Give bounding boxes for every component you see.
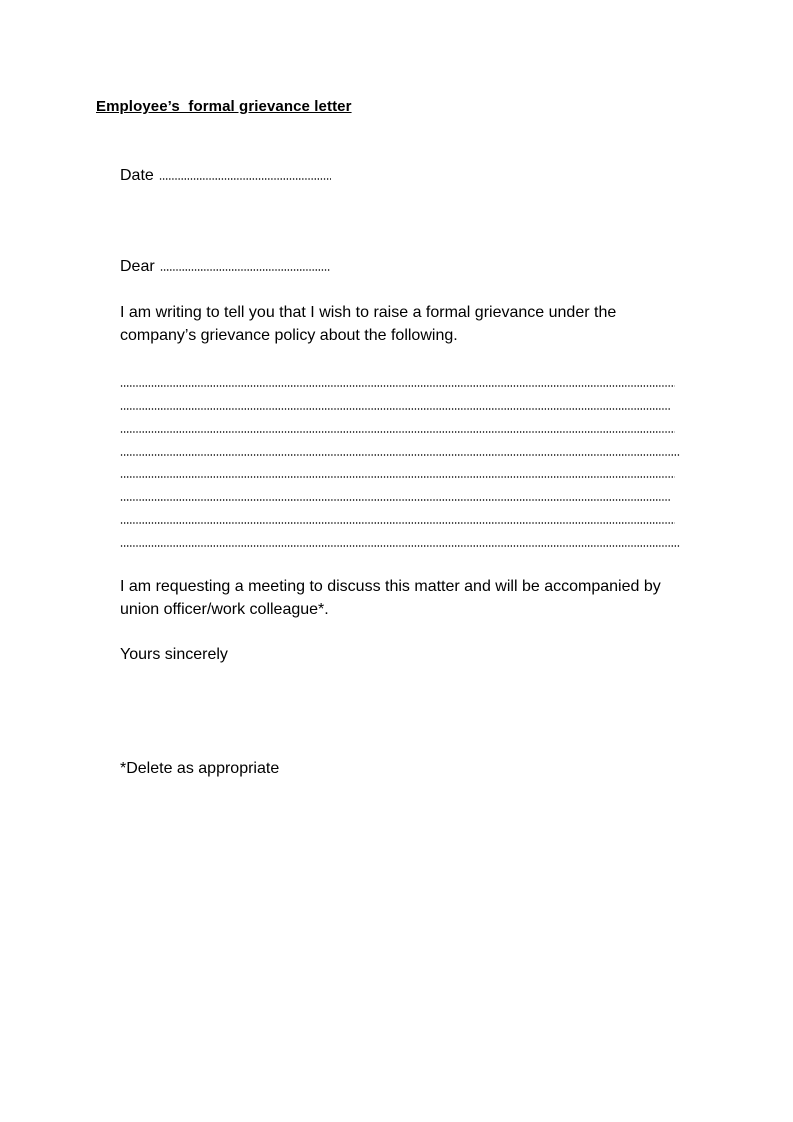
grievance-blank-line[interactable] bbox=[120, 408, 671, 410]
grievance-blank-line[interactable] bbox=[120, 476, 675, 478]
meeting-line-1: I am requesting a meeting to discuss this matter and will be accompanied by bbox=[120, 578, 661, 595]
closing-line: Yours sincerely bbox=[120, 646, 228, 663]
dear-line bbox=[120, 257, 330, 277]
grievance-blank-line[interactable] bbox=[120, 499, 671, 501]
grievance-blank-line[interactable] bbox=[120, 545, 680, 547]
meeting-line-2: union officer/work colleague*. bbox=[120, 601, 329, 618]
grievance-blank-line[interactable] bbox=[120, 522, 675, 524]
intro-line-1: I am writing to tell you that I wish to raise a formal grievance under the bbox=[120, 304, 617, 321]
grievance-blank-line[interactable] bbox=[120, 431, 675, 433]
grievance-blank-line[interactable] bbox=[120, 454, 680, 456]
grievance-blank-line[interactable] bbox=[120, 385, 675, 387]
dear-label: Dear bbox=[120, 258, 155, 275]
recipient-blank-field[interactable] bbox=[160, 269, 330, 271]
intro-line-2: company’s grievance policy about the following. bbox=[120, 327, 458, 344]
footnote: *Delete as appropriate bbox=[120, 760, 280, 777]
letter-title: Employee’s formal grievance letter bbox=[96, 98, 352, 115]
date-label: Date bbox=[120, 167, 154, 184]
date-blank-field[interactable] bbox=[159, 178, 331, 180]
date-line bbox=[120, 166, 331, 186]
